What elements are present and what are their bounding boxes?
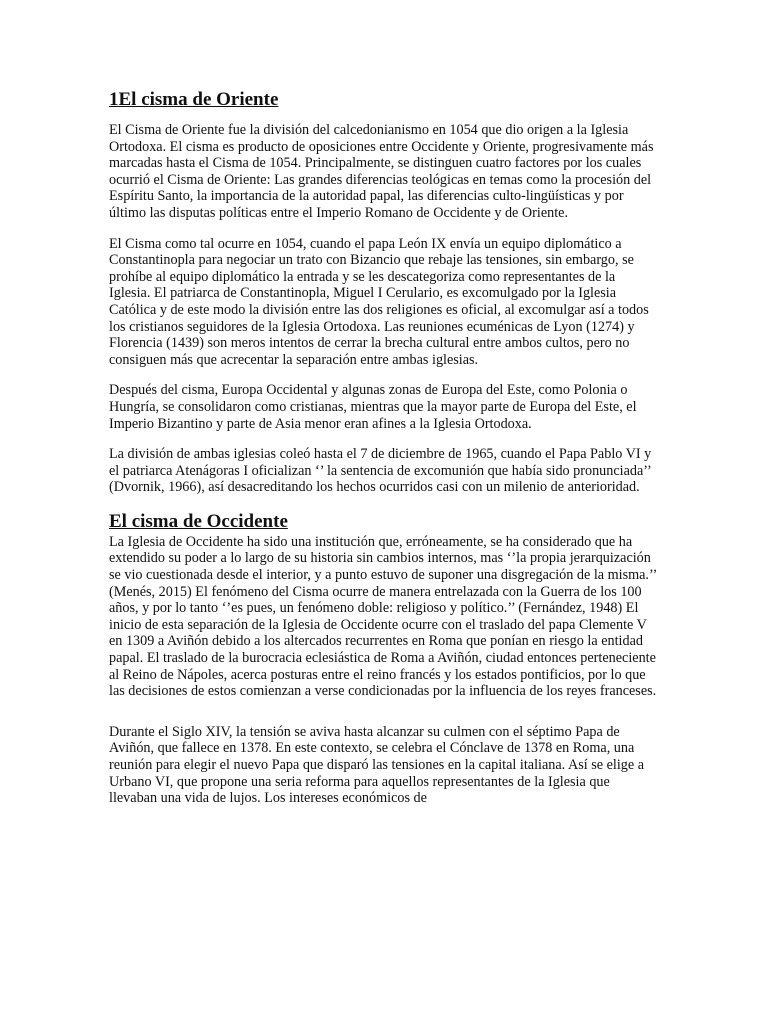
section-heading-oriente: 1El cisma de Oriente [109, 89, 279, 110]
document-content [109, 88, 659, 821]
section-heading-occidente: El cisma de Occidente [109, 510, 288, 532]
paragraph: Después del cisma, Europa Occidental y algunas zonas de Europa del Este, como Polonia o Hungría, se consolidaron como cristianas, mientras que la mayor parte de Europa del Este, el Imperio Bizantino y parte de Asia menor eran afines a la Iglesia Ortodoxa. [109, 382, 637, 432]
paragraph: El Cisma como tal ocurre en 1054, cuando el papa León IX envía un equipo diplomático a Constantinopla para negociar un trato con Bizancio que rebaje las tensiones, sin embargo, se prohíbe al equipo diplomático la entrada y se les descategoriza como representantes de la Iglesia. El patriarca de Constantinopla, Miguel I Cerulario, es excomulgado por la Iglesia Católica y de este modo la división entre las dos religiones es oficial, al excomulgar así a todos los cristianos seguidores de la Iglesia Ortodoxa. Las reuniones ecuménicas de Lyon (1274) y Florencia (1439) son meros intentos de cerrar la brecha cultural entre ambos cultos, pero no consiguen más que acrecentar la separación entre ambas iglesias. [109, 235, 649, 368]
paragraph: La división de ambas iglesias coleó hasta el 7 de diciembre de 1965, cuando el Papa Pablo VI y el patriarca Atenágoras I oficializan ‘’ la sentencia de excomunión que había sido pronunciada’’ (Dvornik, 1966), así desacreditando los hechos ocurridos casi con un milenio de anterioridad. [109, 446, 652, 496]
paragraph: Durante el Siglo XIV, la tensión se aviva hasta alcanzar su culmen con el séptimo Papa de Aviñón, que fallece en 1378. En este contexto, se celebra el Cónclave de 1378 en Roma, una reunión para elegir el nuevo Papa que disparó las tensiones en la capital italiana. Así se elige a Urbano VI, que propone una seria reforma para aquellos representantes de la Iglesia que llevaban una vida de lujos. Los intereses económicos de [109, 723, 644, 807]
paragraph: El Cisma de Oriente fue la división del calcedonianismo en 1054 que dio origen a la Iglesia Ortodoxa. El cisma es producto de oposiciones entre Occidente y Oriente, progresivamente más marcadas hasta el Cisma de 1054. Principalmente, se distinguen cuatro factores por los cuales ocurrió el Cisma de Oriente: Las grandes diferencias teológicas en temas como la procesión del Espíritu Santo, la importancia de la autoridad papal, las diferencias culto-lingüísticas y por último las disputas políticas entre el Imperio Romano de Occidente y de Oriente. [109, 122, 654, 221]
paragraph: La Iglesia de Occidente ha sido una institución que, erróneamente, se ha considerado que ha extendido su poder a lo largo de su historia sin cambios internos, mas ‘’la propia jerarquización se vio cuestionada desde el interior, y a punto estuvo de suponer una disgregación de la misma.’’ (Menés, 2015) El fenómeno del Cisma ocurre de manera entrelazada con la Guerra de los 100 años, y por lo tanto ‘’es pues, un fenómeno doble: religioso y político.’’ (Fernández, 1948) El inicio de esta separación de la Iglesia de Occidente ocurre con el traslado del papa Clemente V en 1309 a Aviñón debido a los altercados recurrentes en Roma que ponían en riesgo la entidad papal. El traslado de la burocracia eclesiástica de Roma a Aviñón, ciudad entonces perteneciente al Reino de Nápoles, acerca posturas entre el reino francés y los estados pontificios, por lo que las decisiones de estos comienzan a verse condicionadas por la influencia de los reyes franceses. [109, 533, 657, 700]
